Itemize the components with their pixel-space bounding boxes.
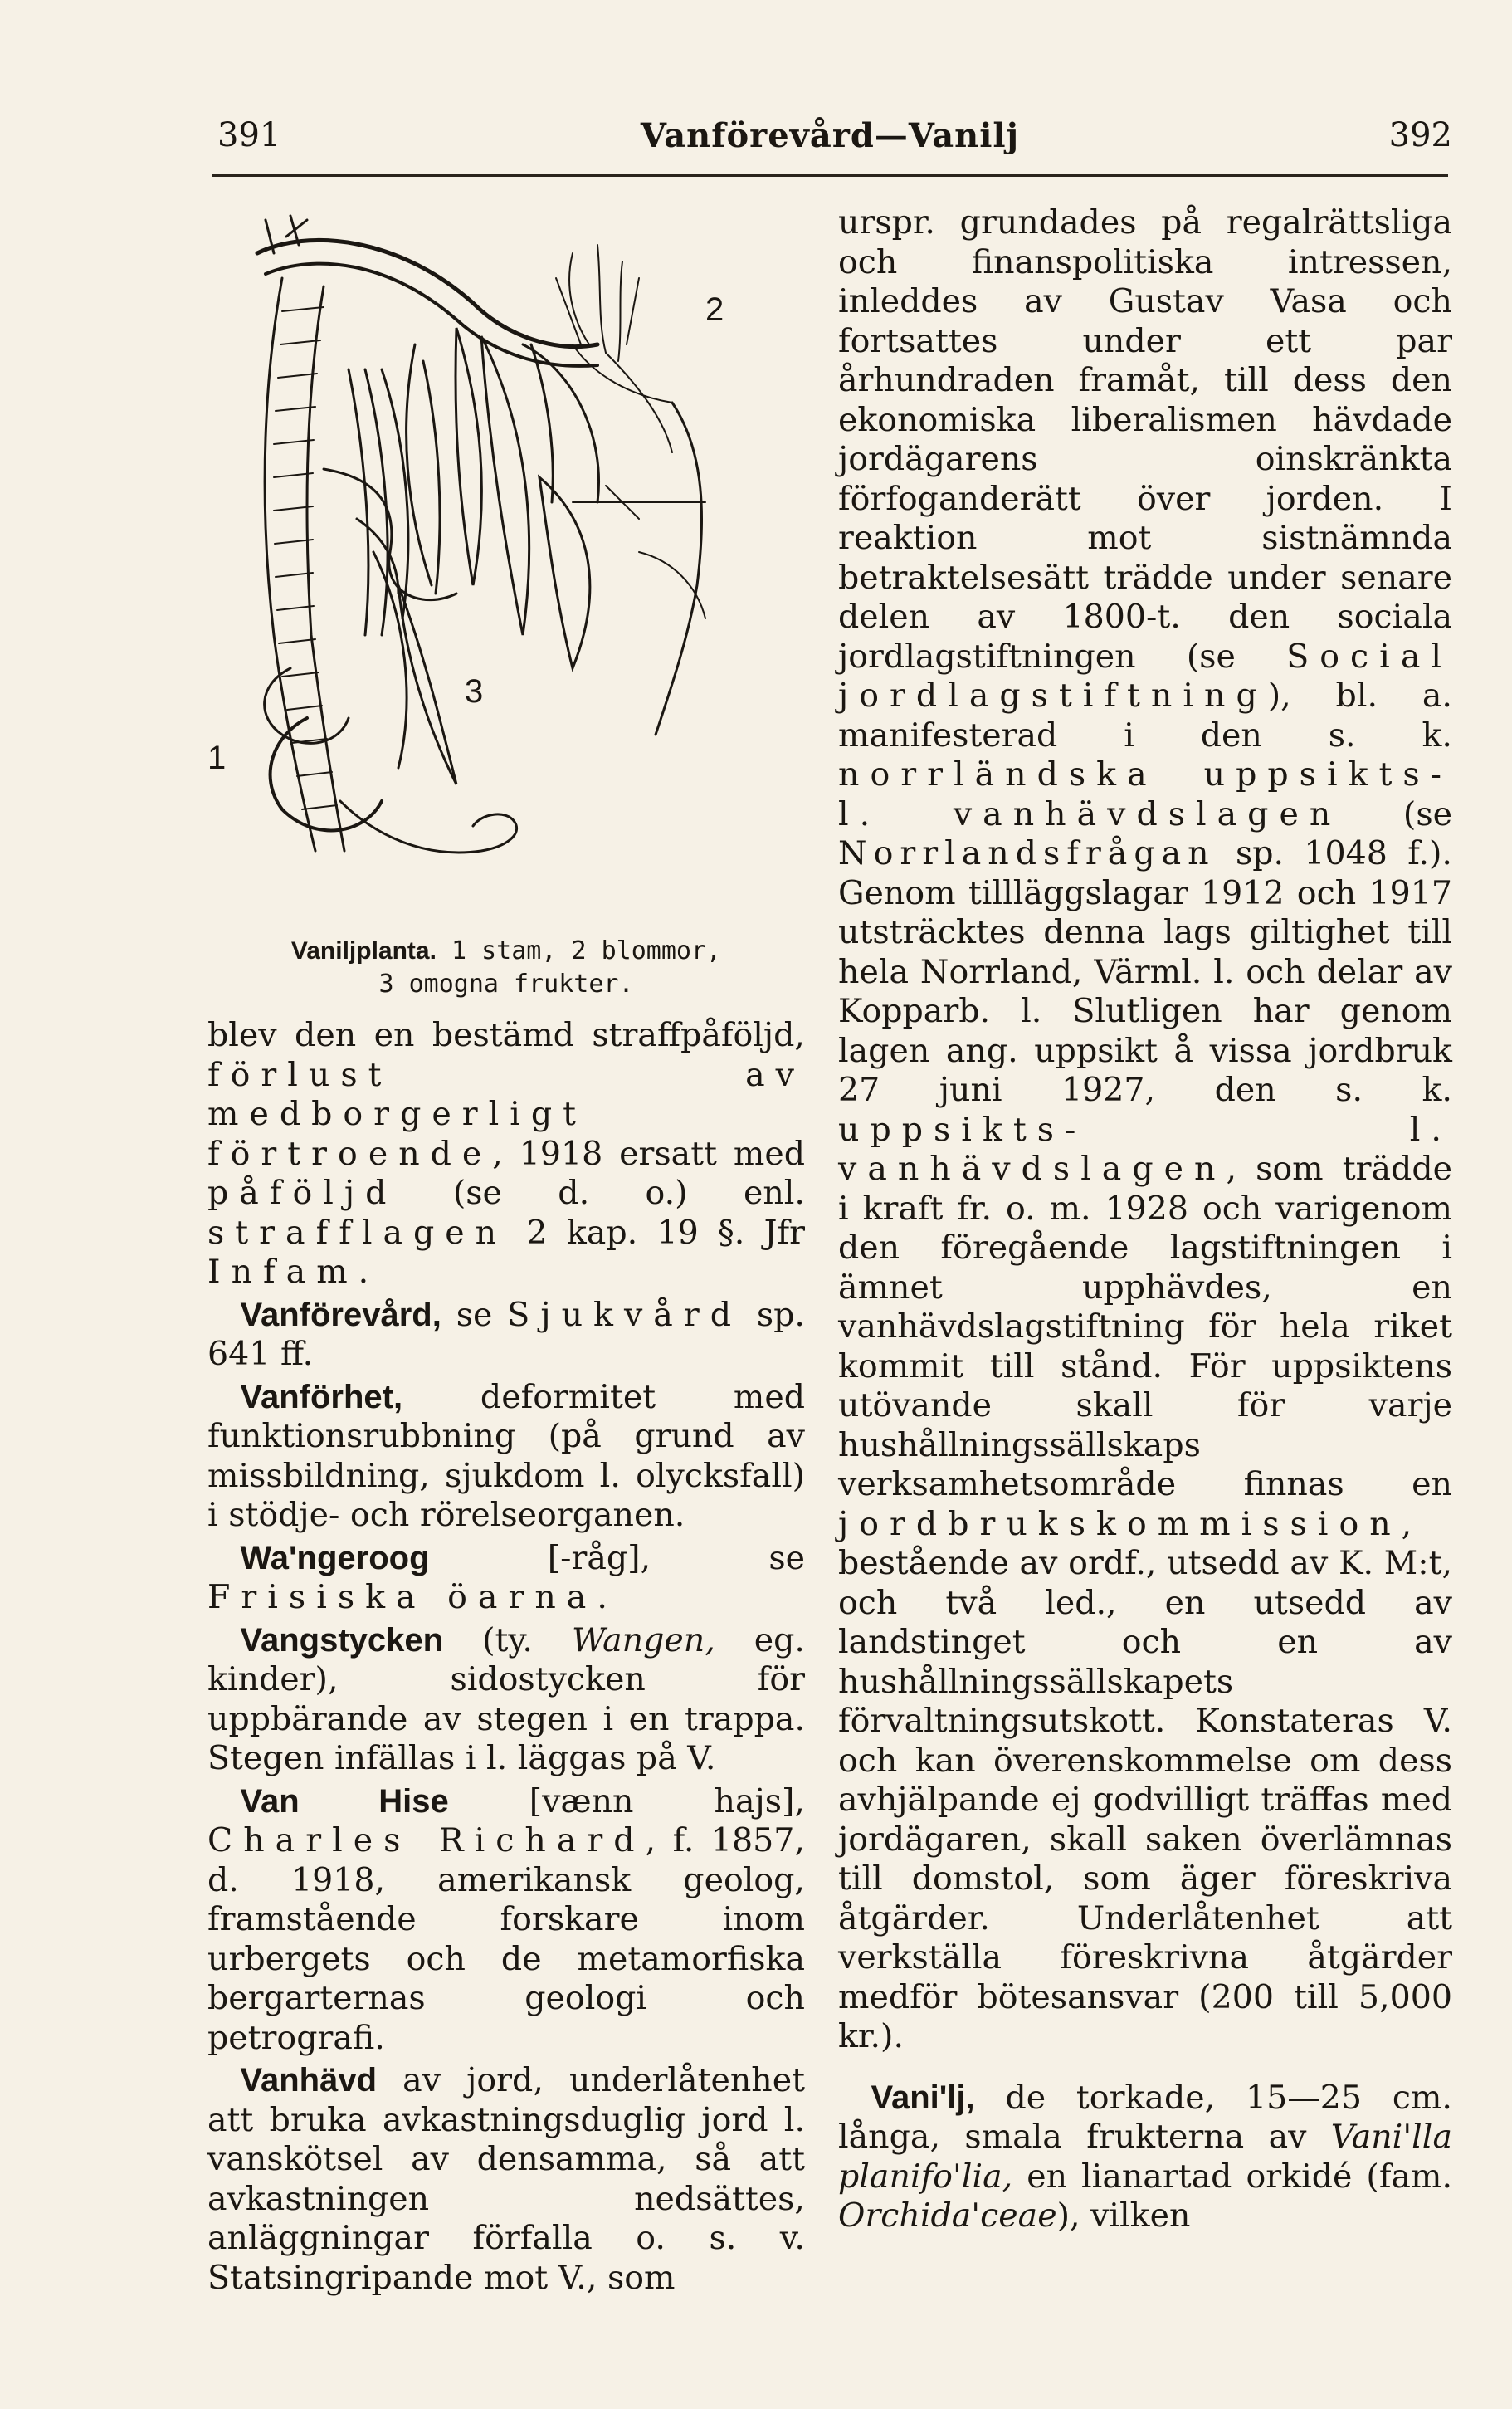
caption-title: Vaniljplanta.	[290, 937, 437, 965]
text-run: deformitet med funktionsrubbning (på grund av missbildning, sjukdom l. olycksfall) i stödje- och rörelseorganen.	[207, 1377, 805, 1534]
headword: Vani'lj,	[871, 2079, 975, 2116]
headword: Wa'ngeroog	[240, 1539, 430, 1576]
entry-van-hise	[207, 1782, 805, 2059]
figure-label-1: 1	[207, 740, 227, 776]
entry-vanilj	[838, 2079, 1452, 2236]
text-run: sp. 641 ff.	[207, 1295, 805, 1373]
caption-line-2: 3 omogna frukter.	[378, 970, 634, 999]
running-title: Vanförevård—Vanilj	[640, 116, 1020, 155]
left-column	[207, 203, 805, 2298]
text-run: Sjukvård	[507, 1295, 742, 1334]
text-run: se	[441, 1295, 508, 1334]
text-run: eg. kinder), sidostycken för uppbärande av stegen i en trappa. Stegen infällas i l. läggas på V.	[207, 1620, 805, 1777]
continued-paragraph	[207, 1016, 805, 1292]
headword: Vanförevård,	[240, 1296, 441, 1333]
text-run: 2 kap. 19 §. Jfr	[507, 1213, 805, 1252]
text-run: Vani'lla planifo'lia,	[838, 2118, 1452, 2196]
headword: Vanförhet,	[240, 1378, 403, 1415]
caption-line-1: 1 stam, 2 blommor,	[451, 936, 722, 965]
text-run: (se d. o.) enl.	[397, 1174, 805, 1212]
text-run: ), bl. a. manifesterad i den s. k.	[838, 677, 1452, 755]
figure-label-3: 3	[465, 673, 484, 710]
page-header	[207, 116, 1452, 166]
text-run: av jord, underlåtenhet att bruka avkastningsduglig jord l. vanskötsel av densamma, så att avkastningen nedsättes, anläggningar förfalla o. s. v. Statsingripande mot V., som	[207, 2061, 805, 2297]
text-run: Social jordlagstiftning	[838, 637, 1452, 715]
text-run: urspr. grundades på regalrättsliga och finanspolitiska intressen, inleddes av Gustav Vasa och fortsattes under ett par århundraden framåt, till dess den ekonomiska liberalismen hävdade jordägarens oinskränkta förfoganderätt över jorden. I reaktion mot sistnämnda betraktelsesätt trädde under senare delen av 1800-t. den sociala jordlagstiftningen (se	[838, 203, 1452, 676]
text-run: Orchida'ceae	[838, 2196, 1057, 2235]
entry-vanhavd	[207, 2061, 805, 2298]
text-run: påföljd	[207, 1174, 398, 1212]
text-run: förlust av medborgerligt förtroende	[207, 1055, 805, 1173]
entry-wangeroog	[207, 1539, 805, 1618]
text-run: Wangen,	[571, 1620, 715, 1659]
text-run: (se	[1341, 794, 1452, 833]
entry-vangstycken	[207, 1621, 805, 1779]
text-run: blev den en bestämd straffpåföljd,	[207, 1016, 805, 1054]
text-run: ), vilken	[1056, 2196, 1191, 2235]
entry-vanforevard	[207, 1296, 805, 1375]
text-run: , f. 1857, d. 1918, amerikansk geolog, framstående forskare inom urbergets och de metamorfiska bergarternas geologi och petrografi.	[207, 1821, 805, 2057]
text-run: uppsikts- l. vanhävdslagen	[838, 1110, 1452, 1188]
text-run: de torkade, 15—25 cm. långa, smala frukterna av	[838, 2078, 1452, 2156]
text-run: Charles Richard	[207, 1821, 646, 1859]
entry-vanforhet	[207, 1378, 805, 1536]
figure-label-2: 2	[705, 291, 724, 328]
text-run: [vænn hajs],	[448, 1781, 805, 1820]
text-run: , bestående av ordf., utsedd av K. M:t, och två led., en utsedd av landstinget och en av hushållningssällskapets förvaltningsutskott. Konstateras V. och kan överenskommelse om dess avhjälpande ej godvilligt träffas med jordägaren, skall saken överlämnas till domstol, som äger föreskriva åtgärder. Underlåtenhet att verkställa föreskrivna åtgärder medför bötesansvar (200 till 5,000 kr.).	[838, 1504, 1452, 2055]
text-run: , som trädde i kraft fr. o. m. 1928 och varigenom den föregående lagstiftningen i ämnet upphävdes, en vanhävdslagstiftning för hela riket kommit till stånd. För uppsiktens utövande skall för varje hushållningssällskaps verksamhetsområde finnas en	[838, 1150, 1452, 1503]
text-run: , 1918 ersatt med	[492, 1134, 805, 1173]
text-run: jordbrukskommission	[838, 1504, 1402, 1543]
text-run: Norrlandsfrågan	[838, 834, 1216, 872]
right-column	[838, 203, 1452, 2236]
headword: Vangstycken	[240, 1621, 444, 1659]
text-run: .	[358, 1253, 369, 1291]
vanhavd-continuation	[838, 203, 1452, 2057]
text-run: [-råg], se	[429, 1538, 805, 1577]
text-run: .	[597, 1578, 607, 1616]
header-rule	[212, 174, 1448, 177]
headword: Van Hise	[240, 1782, 449, 1820]
left-page-number: 391	[217, 116, 281, 154]
text-run: Frisiska öarna	[207, 1578, 597, 1616]
vanilla-plant-figure	[207, 203, 805, 930]
text-run: sp. 1048 f.). Genom tillläggslagar 1912 och 1917 utsträcktes denna lags giltighet till hela Norrland, Värml. l. och delar av Kopparb. l. Slutligen har genom lagen ang. uppsikt å vissa jordbruk 27 juni 1927, den s. k.	[838, 834, 1452, 1109]
figure-caption	[207, 935, 805, 1001]
headword: Vanhävd	[240, 2062, 378, 2099]
text-run: en lianartad orkidé (fam.	[1012, 2157, 1452, 2196]
text-run: (ty.	[443, 1620, 572, 1659]
text-run: norrländska uppsikts- l. vanhävdslagen	[838, 755, 1452, 833]
text-run: Infam	[207, 1253, 358, 1291]
text-run: strafflagen	[207, 1213, 508, 1252]
right-page-number: 392	[1388, 116, 1452, 154]
